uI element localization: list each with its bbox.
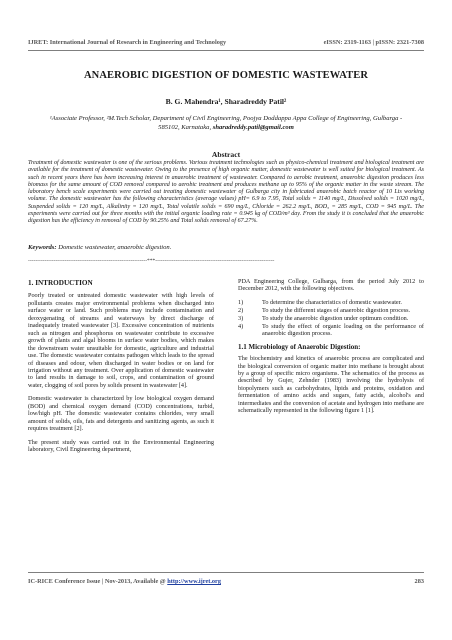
affiliation-text: ¹Associate Professor, ²M.Tech Scholar, Department of Civil Engineering, Poojya Doddappa Appa College of Engineering, Gulbarga - 585102, Karnataka, [49, 115, 403, 131]
journal-issn: eISSN: 2319-1163 | pISSN: 2321-7308 [323, 39, 424, 46]
abstract-heading: Abstract [211, 150, 241, 159]
intro-paragraph-1: Poorly treated or untreated domestic wastewater with high levels of pollutants creates major environmental problems when discharged into surface water or land. Such problems may include contamination and deoxygenating of streams and waterways by direct discharge of inadequately treated wastewater [3]. Excessive concentration of nutrients such as nitrogen and phosphorus on wastewater contribute to excessive growth of plants and algal blooms in surface water bodies, which makes the downstream water unsuitable for domestic, agriculture and industrial use. The domestic wastewater contains pathogen which leads to the spread of diseases and odour, when discharged in water bodies or on land for irrigation without any treatment. Over application of domestic wastewater to land results in damage to soil, crops, and contamination of ground water, clogging of soil pores by solids present in wastewater [4]. [28, 292, 214, 389]
objective-text: To study the different stages of anaerobic digestion process. [262, 306, 411, 314]
objective-number: 3) [238, 314, 244, 322]
objectives-list [238, 299, 424, 338]
introduction-heading: 1. INTRODUCTION [28, 279, 93, 287]
list-item [238, 307, 424, 314]
intro-paragraph-2: Domestic wastewater is characterized by low biological oxygen demand (BOD) and chemical oxygen demand (COD) concentrations, turbid, low/high pH. The domestic wastewater contains chlorides, very small amount of solids, oils, fats and detergents and sanitizing agents, as such it requires treatment [2]. [28, 395, 214, 433]
objective-text: To study the effect of organic loading on the performance of anaerobic digestion process. [262, 322, 424, 338]
author-affiliation [44, 115, 408, 132]
journal-name: IJRET: International Journal of Research in Engineering and Technology [28, 39, 227, 46]
intro-paragraph-3: The present study was carried out in the Environmental Engineering laboratory, Civil Engineering department, [28, 438, 214, 454]
running-footer [28, 578, 424, 585]
objective-number: 1) [238, 298, 244, 306]
keywords-text: Domestic wastewater, anaerobic digestion. [56, 244, 172, 251]
author-email[interactable]: sharadreddy.patil@gmail.com [212, 123, 294, 131]
microbiology-heading: 1.1 Microbiology of Anaerobic Digestion: [238, 342, 361, 351]
section-separator: -----------------------------------------------------------------***----------------------------------------------------------------- [28, 258, 275, 264]
running-header [28, 39, 424, 57]
footer-conference [28, 578, 221, 585]
objective-text: To study the anaerobic digestion under optimum condition. [262, 314, 409, 322]
objective-number: 2) [238, 306, 244, 314]
paper-authors: B. G. Mahendra¹, Sharadreddy Patil² [165, 97, 287, 106]
header-rule [28, 50, 424, 51]
objectives-intro: PDA Engineering College, Gulbarga, from the period July 2012 to December 2012, with the following objectives. [238, 278, 424, 293]
footer-rule [28, 572, 424, 573]
paper-title: ANAEROBIC DIGESTION OF DOMESTIC WASTEWATER [83, 70, 369, 81]
objective-number: 4) [238, 322, 244, 330]
list-item [238, 299, 424, 306]
list-item [238, 323, 424, 338]
objective-text: To determine the characteristics of domestic wastewater. [262, 298, 402, 306]
keywords [28, 244, 424, 251]
right-column [238, 278, 424, 421]
page-number: 283 [414, 578, 424, 585]
journal-url-link[interactable]: http://www.ijret.org [167, 578, 221, 585]
abstract-text: Treatment of domestic wastewater is one of the serious problems. Various treatment technologies such as physico-chemical treatment and biological treatment are available for the treatment of domestic wastewater. Owing to the presence of high organic matter, domestic wastewater is well suited for biological treatment. As such in recent years there has been increasing interest in anaerobic treatment of wastewater. Compared to aerobic treatment, anaerobic digestion produces less biomass for the same amount of COD removal compared to aerobic treatment and produces methane up to 95% of the organic matter in the waste stream. The laboratory bench scale experiments were carried out treating domestic wastewater of Gulbarga city in fabricated anaerobic batch reactor of 10 Lts working volume. The domestic wastewater has the following characteristics (average values) pH= 6.9 to 7.95, Total solids = 1140 mg/L, Dissolved solids = 1020 mg/L, Suspended solids = 120 mg/L, Alkalinity = 120 mg/L, Total volatile solids = 690 mg/L, Chloride = 262.2 mg/L, BOD₅ = 285 mg/L, COD = 945 mg/L. The experiments were carried out for three months with the initial organic loading rate = 0.945 kg of COD/m³ day. From the study it is concluded that the anaerobic digestion has the efficiency in removal of COD by 90.25% and Total solids removal of 67.27%. [28, 160, 424, 225]
list-item [238, 315, 424, 322]
microbiology-paragraph: The biochemistry and kinetics of anaerobic process are complicated and the biological conversion of organic matter into methane is brought about by a group of specific micro organisms. The schematics of the process as described by Gujer, Zehnder (1983) involving the hydrolysis of biopolymers such as carbohydrates, lipids and proteins, oxidation and fermentation of amino acids and sugars, fatty acids, alcohol's and intermediates and the conversion of acetate and hydrogen into methane are schematically represented in the following figure 1 [1]. [238, 355, 424, 415]
left-column [28, 278, 214, 460]
footer-conference-text: IC-RICE Conference Issue | Nov-2013, Available @ [28, 578, 168, 585]
keywords-label: Keywords: [28, 244, 57, 251]
